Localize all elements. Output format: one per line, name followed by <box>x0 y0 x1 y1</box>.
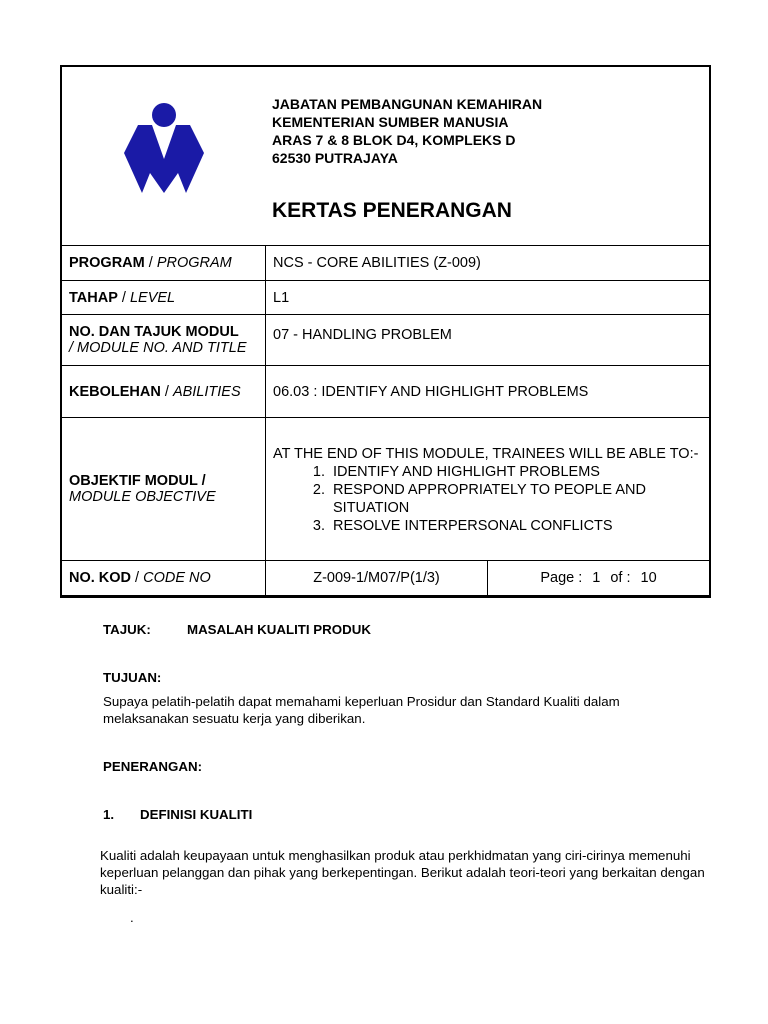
section-text: Kualiti adalah keupayaan untuk menghasilkan produk atau perkhidmatan yang ciri-cirinya memenuhi keperluan pelanggan dan pihak yang berkepentingan. Berikut adalah teori-teori yang berkaitan dengan kualiti:- <box>100 848 705 897</box>
tajuk-value: MASALAH KUALITI PRODUK <box>187 622 371 637</box>
page-label: Page : <box>540 570 583 586</box>
org-line: JABATAN PEMBANGUNAN KEMAHIRAN <box>272 96 543 112</box>
level-label: TAHAP / LEVEL <box>62 281 266 314</box>
objective-item: 1. IDENTIFY AND HIGHLIGHT PROBLEMS <box>329 463 709 481</box>
code-row <box>62 561 709 595</box>
org-line: ARAS 7 & 8 BLOK D4, KOMPLEKS D <box>272 132 516 148</box>
tajuk-label: TAJUK: <box>103 622 151 637</box>
objective-row <box>62 418 709 561</box>
section-title: DEFINISI KUALITI <box>140 807 253 822</box>
penerangan-label: PENERANGAN: <box>103 759 202 774</box>
abilities-label: KEBOLEHAN / ABILITIES <box>62 366 266 417</box>
program-row <box>62 246 709 281</box>
page-indicator <box>488 561 709 595</box>
program-label: PROGRAM / PROGRAM <box>62 246 266 280</box>
tujuan-label: TUJUAN: <box>103 670 162 685</box>
abilities-value: 06.03 : IDENTIFY AND HIGHLIGHT PROBLEMS <box>273 383 589 400</box>
abilities-row <box>62 366 709 418</box>
objective-item: 3. RESOLVE INTERPERSONAL CONFLICTS <box>329 517 709 535</box>
trailing-dot: . <box>130 910 134 925</box>
objective-value <box>266 418 709 560</box>
section-number: 1. <box>103 807 115 822</box>
of-label: of : <box>610 570 631 586</box>
module-value: 07 - HANDLING PROBLEM <box>273 327 452 343</box>
objective-list <box>273 463 709 535</box>
objective-item: 2. RESPOND APPROPRIATELY TO PEOPLE AND SITUATION <box>329 481 709 517</box>
organization-address <box>272 95 542 167</box>
page-number: 1 <box>592 570 601 586</box>
code-value: Z-009-1/M07/P(1/3) <box>266 561 488 595</box>
tujuan-text: Supaya pelatih-pelatih dapat memahami keperluan Prosidur dan Standard Kualiti dalam melaksanakan sesuatu kerja yang diberikan. <box>103 694 620 726</box>
objective-label: OBJEKTIF MODUL / MODULE OBJECTIVE <box>62 418 266 560</box>
document-header-table <box>60 65 711 598</box>
header-top-block <box>62 67 709 246</box>
org-line: 62530 PUTRAJAYA <box>272 150 398 166</box>
program-value: NCS - CORE ABILITIES (Z-009) <box>273 255 481 271</box>
level-row <box>62 281 709 315</box>
org-line: KEMENTERIAN SUMBER MANUSIA <box>272 114 509 130</box>
agency-logo <box>124 101 204 197</box>
module-label: NO. DAN TAJUK MODUL / MODULE NO. AND TITLE <box>62 315 266 365</box>
page-total: 10 <box>640 570 657 586</box>
level-value: L1 <box>273 289 290 306</box>
objective-intro: AT THE END OF THIS MODULE, TRAINEES WILL BE ABLE TO:- <box>273 446 699 462</box>
document-title: KERTAS PENERANGAN <box>272 199 512 222</box>
module-row <box>62 315 709 366</box>
code-label: NO. KOD / CODE NO <box>62 561 266 595</box>
